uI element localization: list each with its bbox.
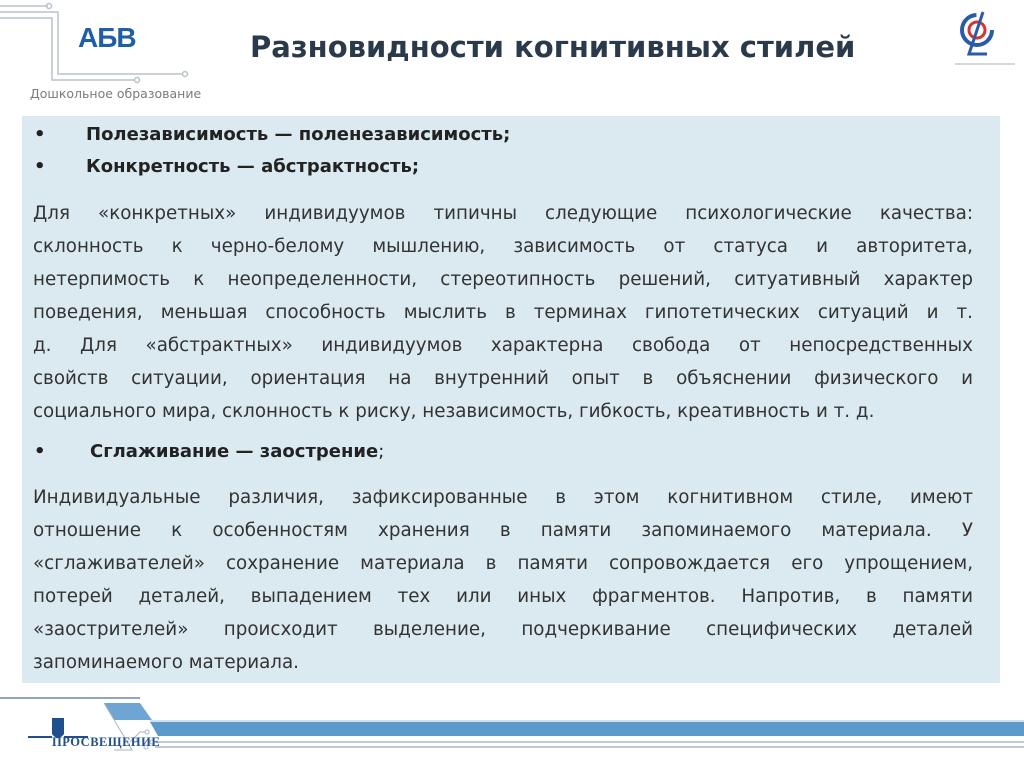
footer-decoration (0, 690, 1024, 767)
paragraph-concreteness: Для «конкретных» индивидуумов типичны следующие психологические качества: склонность к черно-белому мышлению, зависимость от статуса и авторитета, нетерпимость к неопределенности, стереотипность решений, ситуативный характер поведения, меньшая способность мыслить в терминах гипотетических ситуаций и т. д. Для «абстрактных» индивидуумов характерна свобода от непосредственных свойств ситуации, ориентация на внутренний опыт в объяснении физического и социального мира, склонность к риску, независимость, гибкость, креативность и т. д. (33, 203, 973, 422)
footer-logo: ПРОСВЕЩЕНИЕ (52, 735, 161, 749)
content-panel: • Полезависимость — поленезависимость; • Конкретность — абстрактность; Для «конкретных» индивидуумов типичны следующие психологические качества: склонность к черно-белому мышлению, зависимость от статуса и авторитета, нетерпимость к неопределенности, стереотипность решений, ситуативный характер поведения, меньшая способность мыслить в терминах гипотетических ситуаций и т. д. Для «абстрактных» индивидуумов характерна свобода от непосредственных свойств ситуации, ориентация на внутренний опыт в объяснении физического и социального мира, склонность к риску, независимость, гибкость, креативность и т. д. • Сглаживание — заострение; Индивидуальные различия, зафиксированные в этом когнитивном стиле, имеют отношение к особенностям хранения в памяти запоминаемого материала. У «сглаживателей» сохранение материала в памяти сопровождается его упрощением, потерей деталей, выпадением тех или иных фрагментов. Напротив, в памяти «заострителей» происходит выделение, подчеркивание специфических деталей запоминаемого материала. (22, 116, 1000, 683)
logo-subtitle: Дошкольное образование (30, 86, 202, 101)
page-title: Разновидности когнитивных стилей (250, 30, 856, 64)
publisher-emblem-icon (955, 8, 1015, 68)
paragraph-leveling: Индивидуальные различия, зафиксированные в этом когнитивном стиле, имеют отношение к особенностям хранения в памяти запоминаемого материала. У «сглаживателей» сохранение материала в памяти сопровождается его упрощением, потерей деталей, выпадением тех или иных фрагментов. Напротив, в памяти «заострителей» происходит выделение, подчеркивание специфических деталей запоминаемого материала. (33, 487, 973, 673)
abv-logo: АБВ (78, 22, 136, 53)
